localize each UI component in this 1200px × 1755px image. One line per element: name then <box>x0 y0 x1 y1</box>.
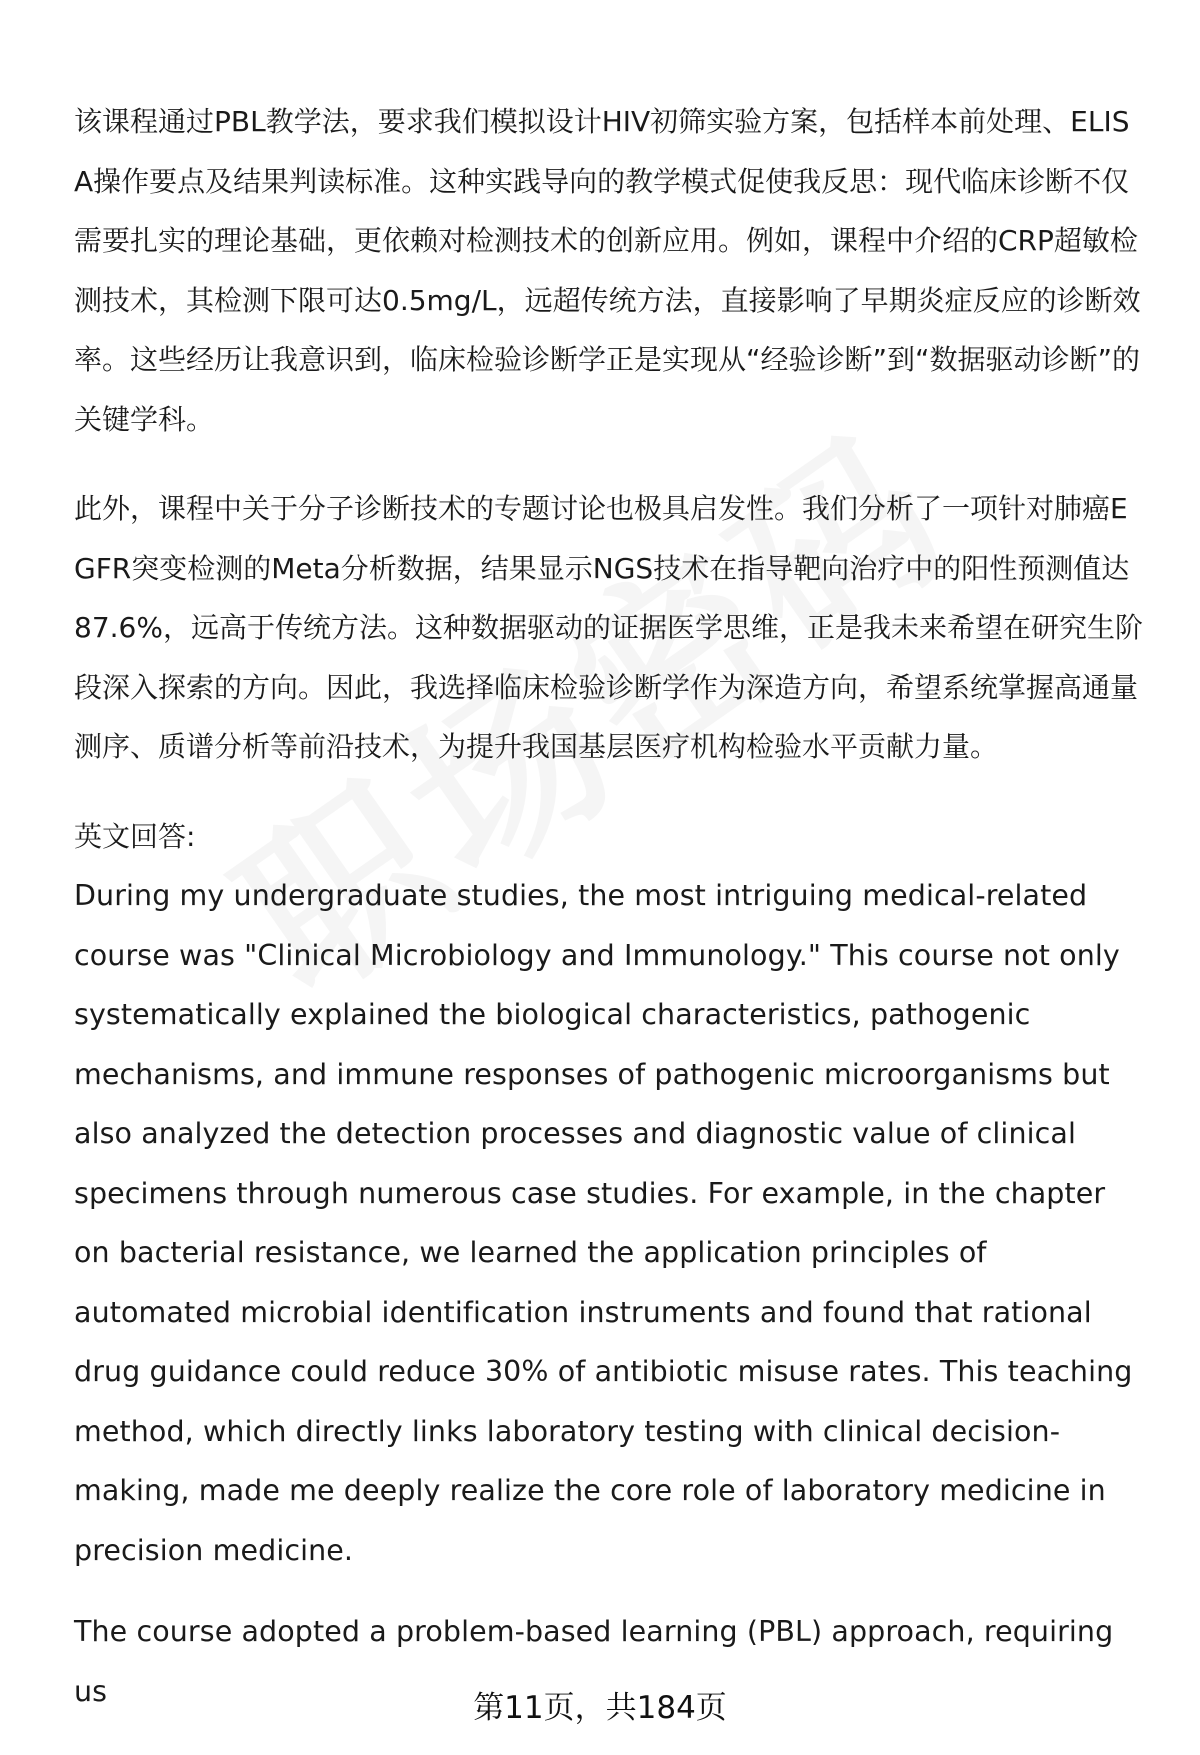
page-number: 第11页，共184页 <box>473 1690 727 1726</box>
paragraph-en-2: The course adopted a problem-based learning (PBL) approach, requiring us <box>74 1615 1114 1708</box>
paragraph-zh-1: 该课程通过PBL教学法，要求我们模拟设计HIV初筛实验方案，包括样本前处理、ELISA操作要点及结果判读标准。这种实践导向的教学模式促使我反思：现代临床诊断不仅需要扎实的理论基础，更依赖对检测技术的创新应用。例如，课程中介绍的CRP超敏检测技术，其检测下限可达0.5mg/L，远超传统方法，直接影响了早期炎症反应的诊断效率。这些经历让我意识到，临床检验诊断学正是实现从“经验诊断”到“数据驱动诊断”的关键学科。 <box>74 105 1141 436</box>
paragraph-en-1: During my undergraduate studies, the most intriguing medical-related course was "Clinical Microbiology and Immunology." This course not only systematically explained the biological characteristics, pathogenic mechanisms, and immune responses of pathogenic microorganisms but also analyzed the detection processes and diagnostic value of clinical specimens through numerous case studies. For example, in the chapter on bacterial resistance, we learned the application principles of automated microbial identification instruments and found that rational drug guidance could reduce 30% of antibiotic misuse rates. This teaching method, which directly links laboratory testing with clinical decision-making, made me deeply realize the core role of laboratory medicine in precision medicine. <box>74 879 1133 1567</box>
paragraph-zh-2: 此外，课程中关于分子诊断技术的专题讨论也极具启发性。我们分析了一项针对肺癌EGFR突变检测的Meta分析数据，结果显示NGS技术在指导靶向治疗中的阳性预测值达87.6%，远高于传统方法。这种数据驱动的证据医学思维，正是我未来希望在研究生阶段深入探索的方向。因此，我选择临床检验诊断学作为深造方向，希望系统掌握高通量测序、质谱分析等前沿技术，为提升我国基层医疗机构检验水平贡献力量。 <box>74 492 1143 763</box>
english-answer-label: 英文回答: <box>74 819 196 853</box>
document-body <box>74 92 1144 1721</box>
